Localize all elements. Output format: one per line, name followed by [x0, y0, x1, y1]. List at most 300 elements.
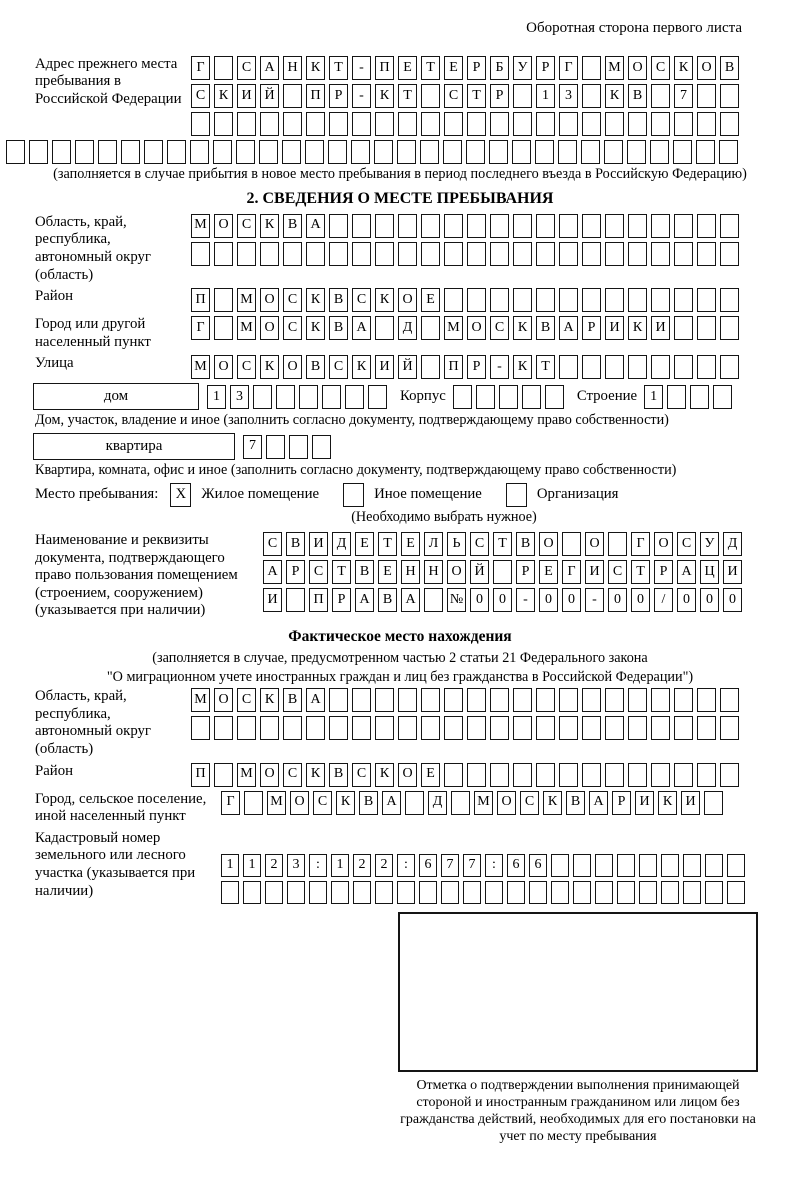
char-cell	[674, 112, 693, 136]
char-cell: 7	[674, 84, 693, 108]
char-cell: О	[697, 56, 716, 80]
char-cell: А	[263, 560, 282, 584]
char-cell: 0	[631, 588, 650, 612]
char-cell	[421, 242, 440, 266]
char-cell: №	[447, 588, 466, 612]
char-cell: К	[605, 84, 624, 108]
char-cell	[213, 140, 232, 164]
char-cell: 6	[507, 854, 525, 877]
char-cell: И	[635, 791, 654, 815]
char-cell	[420, 140, 439, 164]
char-cell	[674, 316, 693, 340]
char-cell	[421, 112, 440, 136]
char-cell: А	[382, 791, 401, 815]
char-cell	[329, 214, 348, 238]
char-cell	[29, 140, 48, 164]
char-cell	[368, 385, 387, 409]
char-cell: Т	[631, 560, 650, 584]
char-cell	[490, 214, 509, 238]
char-cell	[489, 140, 508, 164]
char-cell: Г	[562, 560, 581, 584]
char-cell	[405, 791, 424, 815]
char-cell	[287, 881, 305, 904]
street-cells	[191, 355, 739, 379]
char-cell	[331, 881, 349, 904]
char-cell	[237, 112, 256, 136]
char-cell: С	[651, 56, 670, 80]
char-cell: О	[539, 532, 558, 556]
choose-note: (Необходимо выбрать нужное)	[351, 509, 537, 526]
char-cell	[674, 716, 693, 740]
char-cell	[674, 214, 693, 238]
char-cell: М	[237, 316, 256, 340]
char-cell	[467, 716, 486, 740]
char-cell: :	[309, 854, 327, 877]
char-cell	[375, 688, 394, 712]
char-cell: Е	[401, 532, 420, 556]
char-cell	[639, 881, 657, 904]
char-cell	[444, 688, 463, 712]
char-cell: С	[444, 84, 463, 108]
char-cell	[351, 140, 370, 164]
char-cell: Е	[355, 532, 374, 556]
char-cell	[121, 140, 140, 164]
char-cell	[720, 316, 739, 340]
char-cell: Р	[467, 355, 486, 379]
char-cell	[444, 242, 463, 266]
char-cell	[312, 435, 331, 459]
char-cell: С	[283, 316, 302, 340]
char-cell	[529, 881, 547, 904]
char-cell	[191, 716, 210, 740]
char-cell: С	[237, 688, 256, 712]
char-cell: -	[585, 588, 604, 612]
char-cell	[352, 716, 371, 740]
char-cell	[674, 355, 693, 379]
char-cell: И	[605, 316, 624, 340]
char-cell	[444, 288, 463, 312]
char-cell	[661, 854, 679, 877]
char-cell	[674, 242, 693, 266]
char-cell	[628, 242, 647, 266]
char-cell: Т	[467, 84, 486, 108]
char-cell: К	[260, 355, 279, 379]
char-cell: Т	[536, 355, 555, 379]
char-cell	[466, 140, 485, 164]
cadastre-row	[35, 830, 800, 904]
char-cell	[214, 288, 233, 312]
char-cell	[329, 716, 348, 740]
char-cell: Р	[467, 56, 486, 80]
char-cell: Т	[398, 84, 417, 108]
fact-district-row	[35, 763, 800, 787]
house-number-cells	[207, 385, 387, 409]
cadastre-grid	[221, 854, 745, 904]
fact-region-row-1	[191, 688, 739, 712]
char-cell	[582, 688, 601, 712]
char-cell: 1	[243, 854, 261, 877]
char-cell: М	[474, 791, 493, 815]
char-cell: Д	[428, 791, 447, 815]
char-cell	[476, 385, 495, 409]
char-cell	[421, 84, 440, 108]
char-cell: 7	[463, 854, 481, 877]
district-label: Район	[35, 288, 74, 305]
char-cell: К	[628, 316, 647, 340]
option-label-organization: Организация	[536, 486, 619, 503]
char-cell: :	[485, 854, 503, 877]
char-cell	[674, 288, 693, 312]
char-cell: О	[585, 532, 604, 556]
char-cell: В	[306, 355, 325, 379]
char-cell	[309, 881, 327, 904]
char-cell: 0	[562, 588, 581, 612]
char-cell	[444, 214, 463, 238]
char-cell: 0	[493, 588, 512, 612]
char-cell: О	[398, 288, 417, 312]
document-row-2	[263, 560, 742, 584]
char-cell: И	[375, 355, 394, 379]
city-cells	[191, 316, 739, 340]
char-cell	[697, 716, 716, 740]
char-cell	[374, 140, 393, 164]
char-cell	[697, 242, 716, 266]
char-cell: Т	[421, 56, 440, 80]
char-cell: Р	[582, 316, 601, 340]
char-cell	[375, 214, 394, 238]
char-cell	[421, 355, 440, 379]
fact-city-label: Город, сельское поселение, иной населенный пункт	[35, 790, 207, 825]
char-cell: 3	[230, 385, 249, 409]
char-cell: П	[191, 763, 210, 787]
char-cell: С	[352, 288, 371, 312]
char-cell	[651, 112, 670, 136]
char-cell: О	[290, 791, 309, 815]
char-cell	[214, 763, 233, 787]
fact-city-row	[35, 791, 800, 826]
char-cell	[536, 214, 555, 238]
char-cell: К	[260, 214, 279, 238]
char-cell	[276, 385, 295, 409]
char-cell	[444, 716, 463, 740]
char-cell: Т	[493, 532, 512, 556]
char-cell	[190, 140, 209, 164]
char-cell: О	[260, 316, 279, 340]
char-cell: А	[589, 791, 608, 815]
char-cell	[421, 214, 440, 238]
street-label: Улица	[35, 355, 74, 372]
char-cell	[98, 140, 117, 164]
char-cell: К	[260, 688, 279, 712]
char-cell	[444, 763, 463, 787]
char-cell: С	[237, 355, 256, 379]
char-cell	[605, 214, 624, 238]
char-cell: Д	[332, 532, 351, 556]
char-cell: -	[352, 84, 371, 108]
char-cell	[221, 881, 239, 904]
char-cell	[260, 716, 279, 740]
char-cell	[604, 140, 623, 164]
char-cell	[582, 288, 601, 312]
region-row-1	[191, 214, 739, 238]
char-cell: Й	[470, 560, 489, 584]
char-cell	[283, 112, 302, 136]
char-cell: 6	[529, 854, 547, 877]
char-cell: Н	[424, 560, 443, 584]
char-cell: О	[214, 214, 233, 238]
apartment-number-cells	[243, 435, 331, 459]
char-cell: А	[559, 316, 578, 340]
actual-location-note-2: "О миграционном учете иностранных граждан и лиц без гражданства в Российской Федерации")	[106, 669, 694, 686]
char-cell: У	[513, 56, 532, 80]
char-cell	[697, 763, 716, 787]
char-cell	[713, 385, 732, 409]
char-cell	[421, 716, 440, 740]
char-cell: К	[375, 763, 394, 787]
char-cell: С	[677, 532, 696, 556]
char-cell: С	[520, 791, 539, 815]
char-cell: А	[677, 560, 696, 584]
char-cell	[329, 688, 348, 712]
char-cell	[451, 791, 470, 815]
document-grid	[263, 532, 742, 612]
char-cell: К	[336, 791, 355, 815]
char-cell	[720, 763, 739, 787]
char-cell: О	[283, 355, 302, 379]
char-cell: Р	[536, 56, 555, 80]
char-cell	[582, 112, 601, 136]
char-cell	[536, 716, 555, 740]
char-cell	[282, 140, 301, 164]
char-cell	[299, 385, 318, 409]
char-cell	[283, 242, 302, 266]
char-cell	[490, 688, 509, 712]
char-cell: С	[191, 84, 210, 108]
char-cell: Д	[723, 532, 742, 556]
char-cell: 0	[470, 588, 489, 612]
stay-place-row	[35, 483, 800, 507]
char-cell	[214, 716, 233, 740]
char-cell	[236, 140, 255, 164]
char-cell	[75, 140, 94, 164]
char-cell	[720, 355, 739, 379]
char-cell	[697, 688, 716, 712]
char-cell: 0	[677, 588, 696, 612]
char-cell: С	[470, 532, 489, 556]
char-cell	[375, 881, 393, 904]
char-cell	[283, 84, 302, 108]
char-cell: В	[628, 84, 647, 108]
house-row	[33, 383, 800, 410]
char-cell: В	[720, 56, 739, 80]
char-cell: К	[306, 763, 325, 787]
char-cell	[398, 688, 417, 712]
char-cell	[265, 881, 283, 904]
char-cell	[559, 688, 578, 712]
char-cell: Ь	[447, 532, 466, 556]
char-cell	[605, 242, 624, 266]
char-cell: Г	[191, 56, 210, 80]
char-cell	[628, 716, 647, 740]
char-cell	[467, 112, 486, 136]
char-cell	[266, 435, 285, 459]
char-cell	[6, 140, 25, 164]
char-cell: М	[191, 355, 210, 379]
char-cell	[559, 355, 578, 379]
char-cell: П	[444, 355, 463, 379]
char-cell: О	[260, 288, 279, 312]
char-cell	[697, 214, 716, 238]
char-cell	[467, 214, 486, 238]
char-cell	[214, 242, 233, 266]
char-cell: 1	[331, 854, 349, 877]
char-cell: Е	[398, 56, 417, 80]
char-cell: К	[543, 791, 562, 815]
char-cell: К	[513, 316, 532, 340]
char-cell: Й	[398, 355, 417, 379]
fact-region-row	[35, 688, 800, 758]
char-cell	[352, 688, 371, 712]
char-cell	[559, 242, 578, 266]
char-cell: В	[566, 791, 585, 815]
char-cell	[421, 316, 440, 340]
char-cell	[398, 242, 417, 266]
char-cell: А	[352, 316, 371, 340]
char-cell	[650, 140, 669, 164]
char-cell: -	[516, 588, 535, 612]
char-cell	[453, 385, 472, 409]
char-cell	[467, 288, 486, 312]
char-cell	[720, 716, 739, 740]
cadastre-label: Кадастровый номер земельного или лесного участка (указывается при наличии)	[35, 829, 196, 899]
char-cell	[605, 355, 624, 379]
char-cell: О	[628, 56, 647, 80]
char-cell	[513, 242, 532, 266]
char-cell	[375, 316, 394, 340]
char-cell	[551, 854, 569, 877]
char-cell	[651, 288, 670, 312]
char-cell	[617, 854, 635, 877]
char-cell: 2	[265, 854, 283, 877]
char-cell	[329, 112, 348, 136]
char-cell	[513, 84, 532, 108]
prev-address-row-1	[191, 56, 739, 80]
char-cell: Е	[421, 288, 440, 312]
stroenie-label: Строение	[576, 388, 638, 405]
char-cell: О	[260, 763, 279, 787]
char-cell	[651, 242, 670, 266]
char-cell	[490, 242, 509, 266]
char-cell	[535, 140, 554, 164]
char-cell	[573, 854, 591, 877]
char-cell: К	[214, 84, 233, 108]
char-cell	[683, 854, 701, 877]
char-cell	[605, 716, 624, 740]
char-cell	[375, 242, 394, 266]
char-cell	[605, 288, 624, 312]
char-cell: Р	[654, 560, 673, 584]
char-cell	[651, 763, 670, 787]
char-cell	[628, 688, 647, 712]
fact-district-label: Район	[35, 762, 74, 779]
char-cell	[628, 112, 647, 136]
char-cell	[397, 140, 416, 164]
char-cell: И	[651, 316, 670, 340]
char-cell	[727, 854, 745, 877]
char-cell: -	[352, 56, 371, 80]
char-cell	[651, 355, 670, 379]
char-cell	[720, 242, 739, 266]
char-cell	[305, 140, 324, 164]
char-cell	[582, 84, 601, 108]
char-cell: В	[329, 288, 348, 312]
char-cell	[536, 763, 555, 787]
char-cell: Р	[332, 588, 351, 612]
char-cell	[419, 881, 437, 904]
house-note: Дом, участок, владение и иное (заполнить согласно документу, подтверждающему право собственности)	[35, 412, 669, 429]
char-cell	[260, 112, 279, 136]
char-cell	[513, 688, 532, 712]
char-cell	[673, 140, 692, 164]
char-cell	[306, 716, 325, 740]
char-cell: 7	[441, 854, 459, 877]
char-cell: В	[359, 791, 378, 815]
char-cell	[421, 688, 440, 712]
char-cell: 0	[723, 588, 742, 612]
cadastre-row-1	[221, 854, 745, 877]
char-cell: П	[306, 84, 325, 108]
char-cell	[493, 560, 512, 584]
actual-location-title: Фактическое место нахождения	[288, 627, 512, 645]
char-cell	[467, 242, 486, 266]
char-cell: С	[352, 763, 371, 787]
char-cell: В	[329, 763, 348, 787]
char-cell	[398, 716, 417, 740]
char-cell: 7	[243, 435, 262, 459]
char-cell	[605, 112, 624, 136]
char-cell: 2	[353, 854, 371, 877]
char-cell: К	[658, 791, 677, 815]
char-cell	[513, 214, 532, 238]
prev-address-row-4	[6, 140, 800, 164]
char-cell: К	[375, 84, 394, 108]
char-cell	[639, 854, 657, 877]
fact-region-row-2	[191, 716, 739, 740]
char-cell: И	[309, 532, 328, 556]
char-cell	[522, 385, 541, 409]
char-cell	[651, 688, 670, 712]
cadastre-row-2	[221, 881, 745, 904]
char-cell	[690, 385, 709, 409]
char-cell: К	[306, 288, 325, 312]
char-cell: К	[375, 288, 394, 312]
city-label: Город или другой населенный пункт	[35, 316, 151, 350]
char-cell: И	[585, 560, 604, 584]
char-cell	[697, 355, 716, 379]
char-cell: Б	[490, 56, 509, 80]
char-cell: Н	[401, 560, 420, 584]
char-cell	[697, 112, 716, 136]
char-cell	[720, 214, 739, 238]
char-cell: Р	[612, 791, 631, 815]
char-cell: Г	[191, 316, 210, 340]
char-cell	[582, 214, 601, 238]
char-cell	[444, 112, 463, 136]
char-cell: С	[263, 532, 282, 556]
char-cell: В	[283, 688, 302, 712]
char-cell	[536, 288, 555, 312]
char-cell: Г	[559, 56, 578, 80]
